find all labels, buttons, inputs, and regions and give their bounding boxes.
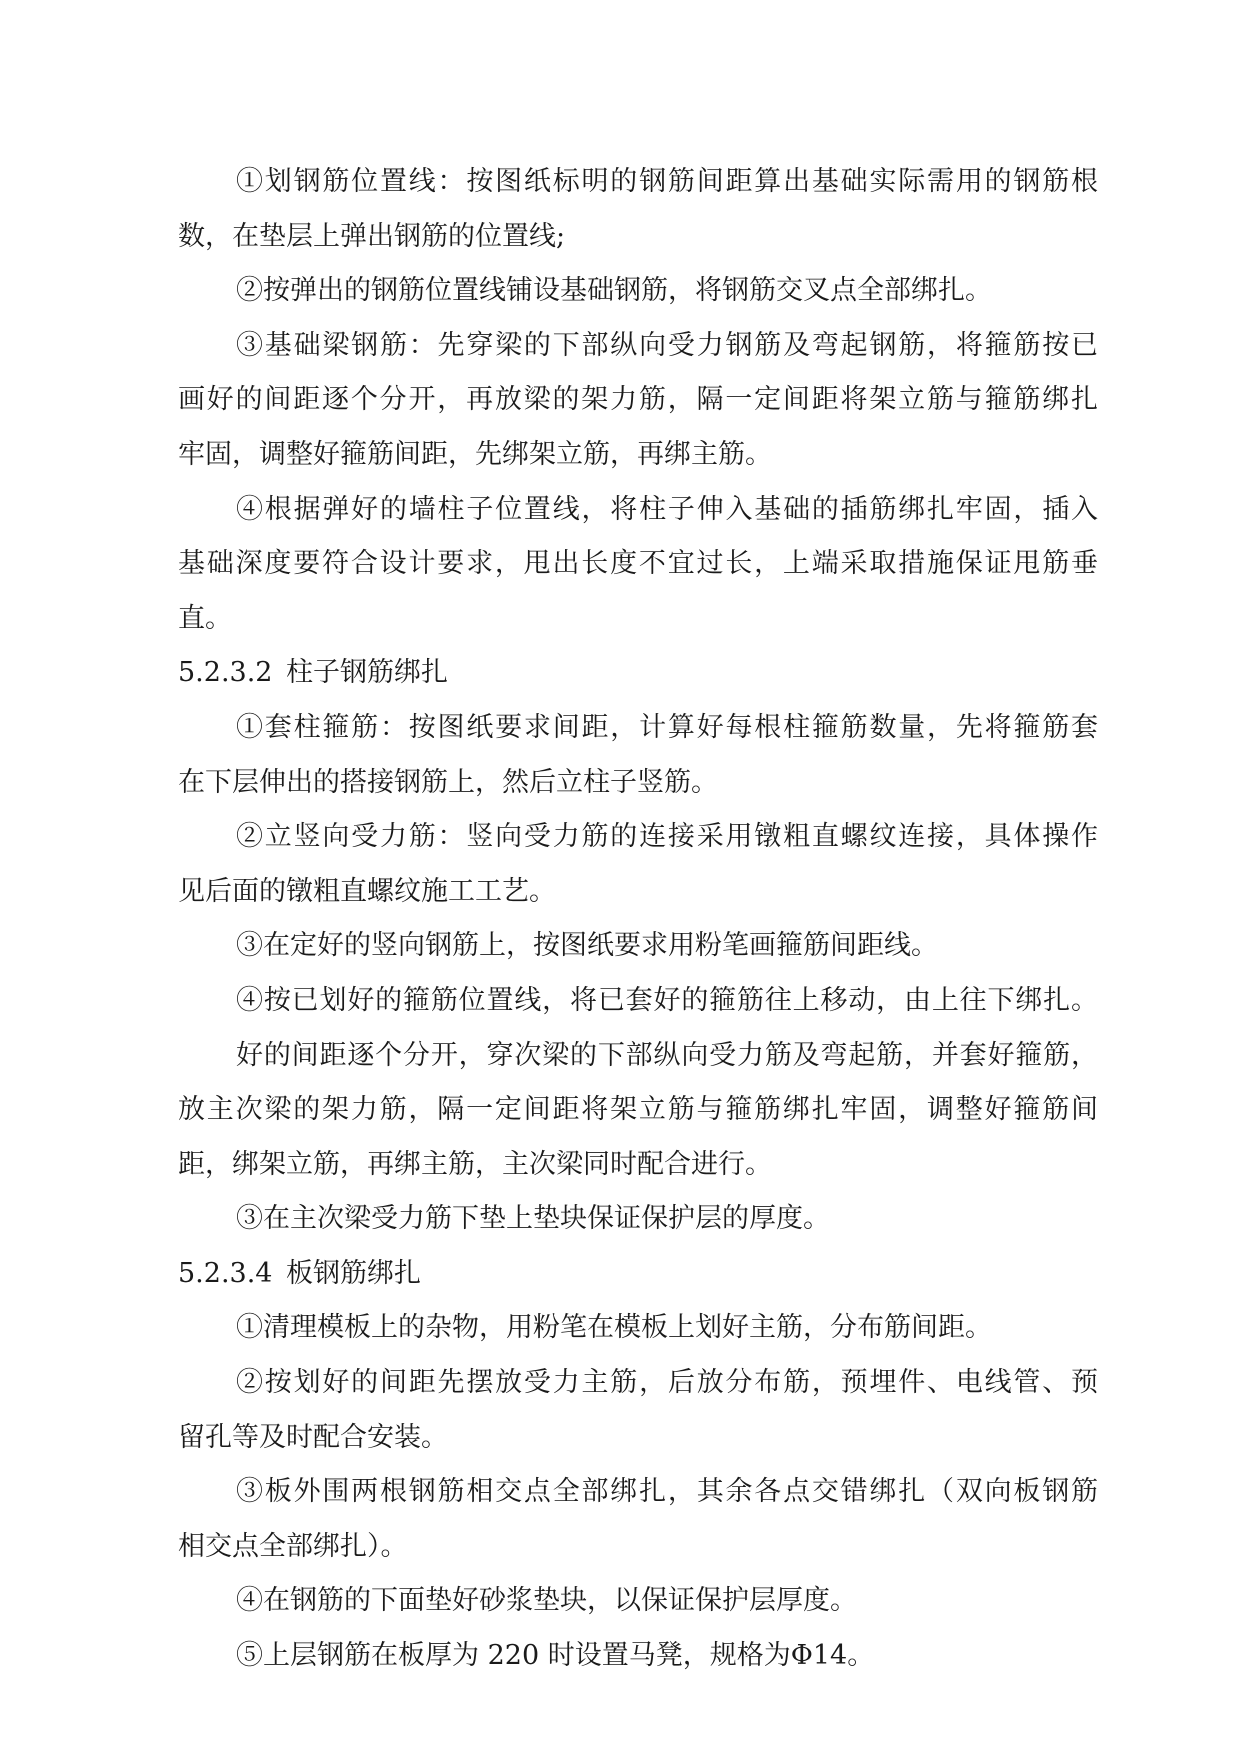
paragraph-line: 直。 xyxy=(178,602,232,634)
section-title: 柱子钢筋绑扎 xyxy=(286,657,448,689)
section-heading xyxy=(178,1247,1098,1302)
paragraph-line: ③板外围两根钢筋相交点全部绑扎，其余各点交错绑扎（双向板钢筋 xyxy=(236,1476,1098,1508)
section-heading xyxy=(178,646,1098,701)
paragraph-line: ④根据弹好的墙柱子位置线，将柱子伸入基础的插筋绑扎牢固，插入 xyxy=(236,493,1098,525)
paragraph-line: ①划钢筋位置线：按图纸标明的钢筋间距算出基础实际需用的钢筋根 xyxy=(236,166,1098,197)
paragraph-line: ④按已划好的箍筋位置线，将已套好的箍筋往上移动，由上往下绑扎。 xyxy=(236,984,1098,1016)
paragraph-line: 好的间距逐个分开，穿次梁的下部纵向受力筋及弯起筋，并套好箍筋， xyxy=(236,1039,1098,1071)
body-text xyxy=(178,155,1098,1684)
paragraph-line: 距，绑架立筋，再绑主筋，主次梁同时配合进行。 xyxy=(178,1148,772,1180)
document-page xyxy=(178,0,1098,1755)
section-number: 5.2.3.2 xyxy=(178,657,273,689)
section-number: 5.2.3.4 xyxy=(178,1257,273,1289)
paragraph-line: ⑤上层钢筋在板厚为 220 时设置马凳，规格为Φ14。 xyxy=(236,1640,875,1672)
paragraph-line: 画好的间距逐个分开，再放梁的架力筋，隔一定间距将架立筋与箍筋绑扎 xyxy=(178,384,1098,416)
paragraph-line: 基础深度要符合设计要求，甩出长度不宜过长，上端采取措施保证甩筋垂 xyxy=(178,548,1098,580)
paragraph-line: 留孔等及时配合安装。 xyxy=(178,1421,448,1453)
paragraph-line: 放主次梁的架力筋，隔一定间距将架立筋与箍筋绑扎牢固，调整好箍筋间 xyxy=(178,1094,1098,1126)
paragraph-line: ②立竖向受力筋：竖向受力筋的连接采用镦粗直螺纹连接，具体操作 xyxy=(236,821,1098,853)
section-title: 板钢筋绑扎 xyxy=(286,1257,421,1289)
paragraph-line: ③在主次梁受力筋下垫上垫块保证保护层的厚度。 xyxy=(236,1203,830,1235)
paragraph-line: 相交点全部绑扎）。 xyxy=(178,1530,408,1562)
paragraph-line: ③在定好的竖向钢筋上，按图纸要求用粉笔画箍筋间距线。 xyxy=(236,930,938,962)
paragraph-line: ①套柱箍筋：按图纸要求间距，计算好每根柱箍筋数量，先将箍筋套 xyxy=(236,711,1098,743)
paragraph-line: 数，在垫层上弹出钢筋的位置线; xyxy=(178,220,566,252)
paragraph-line: 见后面的镦粗直螺纹施工工艺。 xyxy=(178,875,556,907)
paragraph-line: 牢固，调整好箍筋间距，先绑架立筋，再绑主筋。 xyxy=(178,438,772,470)
paragraph-line: ④在钢筋的下面垫好砂浆垫块，以保证保护层厚度。 xyxy=(236,1585,857,1617)
paragraph-line: ②按划好的间距先摆放受力主筋，后放分布筋，预埋件、电线管、预 xyxy=(236,1367,1098,1399)
paragraph-line: ①清理模板上的杂物，用粉笔在模板上划好主筋，分布筋间距。 xyxy=(236,1312,992,1344)
paragraph-line: ③基础梁钢筋：先穿梁的下部纵向受力钢筋及弯起钢筋，将箍筋按已 xyxy=(236,329,1098,361)
paragraph-line: ②按弹出的钢筋位置线铺设基础钢筋，将钢筋交叉点全部绑扎。 xyxy=(236,275,992,307)
paragraph-line: 在下层伸出的搭接钢筋上，然后立柱子竖筋。 xyxy=(178,766,718,798)
